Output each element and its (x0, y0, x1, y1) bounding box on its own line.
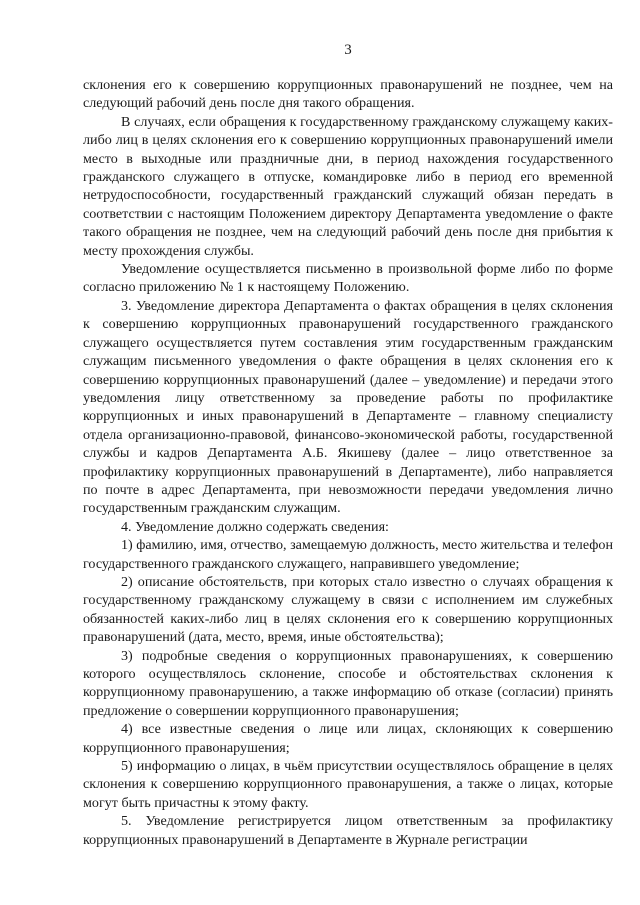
paragraph-continuation: склонения его к совершению коррупционных правонарушений не позднее, чем на следующий рабочий день после дня такого обращения. (83, 77, 613, 112)
list-item-3: 3) подробные сведения о коррупционных правонарушениях, к совершению которого осуществлялось склонение, способе и обстоятельствах склонения к коррупционному правонарушению, а также информацию об отказе (согласии) принять предложение о совершении коррупционного правонарушения; (83, 647, 613, 719)
paragraph-clause-5: 5. Уведомление регистрируется лицом ответственным за профилактику коррупционных правонарушений в Департаменте в Журнале регистрации (83, 813, 613, 848)
list-item-4: 4) все известные сведения о лице или лицах, склоняющих к совершению коррупционного правонарушения; (83, 721, 613, 756)
list-item-5: 5) информацию о лицах, в чьём присутствии осуществлялось обращение в целях склонения к совершению коррупционного правонарушения, а также о лицах, которые могут быть причастны к этому факту. (83, 758, 613, 811)
paragraph-written-form: Уведомление осуществляется письменно в произвольной форме либо по форме согласно приложению № 1 к настоящему Положению. (83, 261, 613, 296)
paragraph-clause-3: 3. Уведомление директора Департамента о фактах обращения в целях склонения к совершению коррупционных правонарушений государственного гражданского служащего осуществляется путем составления этим государственным гражданским служащим письменного уведомления о факте обращения в целях склонения его к совершению коррупционных правонарушений (далее – уведомление) и передачи этого уведомления лицу ответственному за проведение работы по профилактике коррупционных и иных правонарушений в Департаменте – главному специалисту отдела организационно-правовой, финансово-экономической работы, государственной службы и кадров Департамента А.Б. Якишеву (далее – лицо ответственное за профилактику коррупционных правонарушений в Департаменте), либо направляется по почте в адрес Департамента, при невозможности передачи уведомления лично государственным гражданским служащим. (83, 297, 613, 517)
paragraph-clause-4: 4. Уведомление должно содержать сведения: (121, 518, 389, 535)
document-page (83, 40, 613, 849)
list-item-1: 1) фамилию, имя, отчество, замещаемую должность, место жительства и телефон государственного гражданского служащего, направившего уведомление; (83, 537, 613, 572)
page-number: 3 (344, 42, 352, 58)
list-item-2: 2) описание обстоятельств, при которых стало известно о случаях обращения к государственному гражданскому служащему в связи с исполнением им служебных обязанностей каких-либо лиц в целях склонения его к совершению коррупционных правонарушений (дата, место, время, иные обстоятельства); (83, 573, 613, 646)
paragraph-weekend-cases: В случаях, если обращения к государственному гражданскому служащему каких-либо лиц в целях склонения его к совершению коррупционных правонарушений имели место в выходные или праздничные дни, в период нахождения государственного гражданского служащего в отпуске, командировке либо в период его временной нетрудоспособности, государственный гражданский служащий обязан передать в соответствии с настоящим Положением директору Департамента уведомление о факте такого обращения не позднее, чем на следующий рабочий день после дня прибытия к месту прохождения службы. (83, 113, 613, 259)
